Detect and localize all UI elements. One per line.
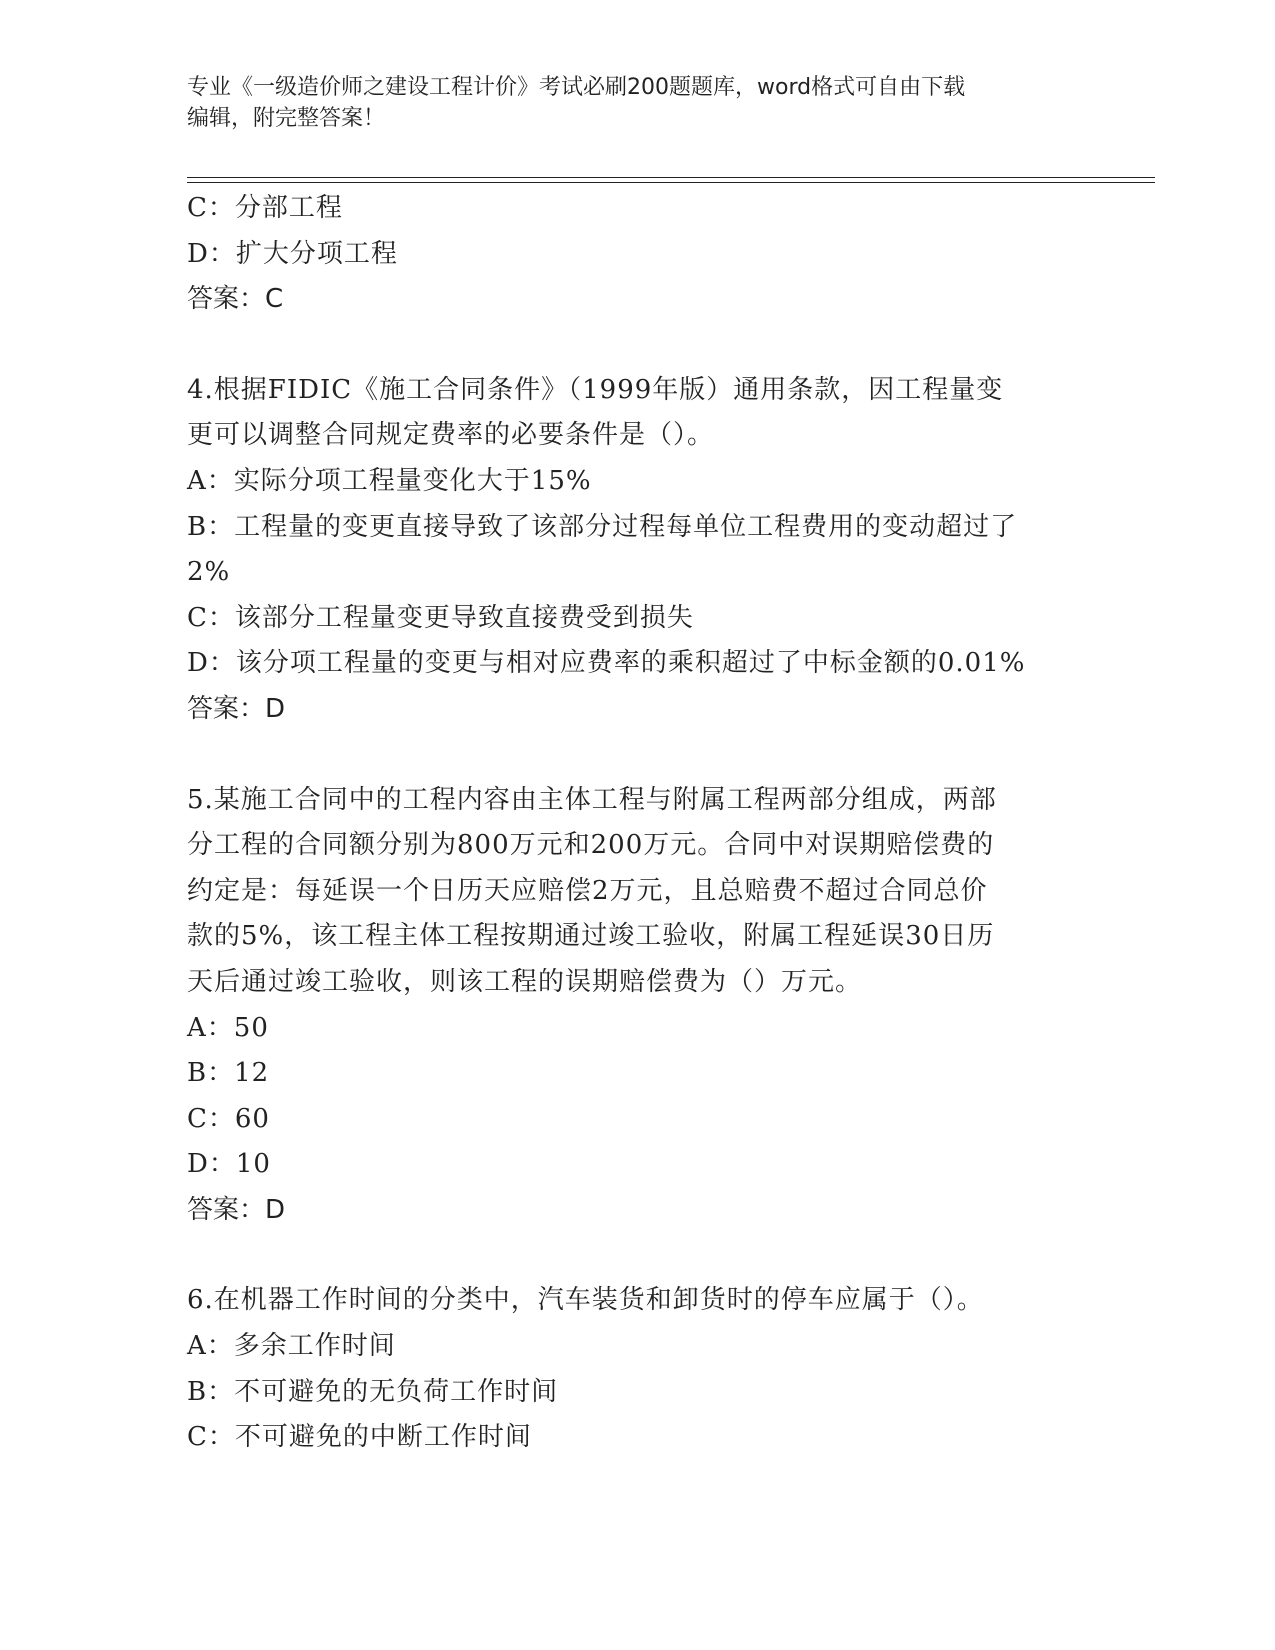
answer: 答案：D — [187, 1194, 286, 1225]
question-stem-line: 4.根据FIDIC《施工合同条件》（1999年版）通用条款，因工程量变 — [187, 374, 1004, 405]
option-d: D：10 — [187, 1149, 271, 1180]
question-5 — [187, 778, 1067, 1234]
question-stem-line: 款的5%，该工程主体工程按期通过竣工验收，附属工程延误30日历 — [187, 921, 995, 952]
header-line-1: 专业《一级造价师之建设工程计价》考试必刷200题题库，word格式可自由下载 — [187, 75, 966, 100]
question-stem-line: 6.在机器工作时间的分类中，汽车装货和卸货时的停车应属于（）。 — [187, 1285, 984, 1316]
answer: 答案：C — [187, 284, 284, 315]
option-a: A：多余工作时间 — [187, 1331, 396, 1362]
header-divider-bottom — [187, 182, 1155, 183]
option-b: B：12 — [187, 1058, 270, 1089]
question-3-tail — [187, 186, 1067, 323]
option-b-continued: 2% — [187, 557, 231, 588]
question-4 — [187, 368, 1067, 733]
option-c: C：60 — [187, 1103, 270, 1134]
option-a: A：实际分项工程量变化大于15% — [187, 465, 592, 496]
option-d: D：扩大分项工程 — [187, 238, 398, 269]
option-b: B：不可避免的无负荷工作时间 — [187, 1376, 559, 1407]
option-b: B：工程量的变更直接导致了该部分过程每单位工程费用的变动超过了 — [187, 511, 1018, 542]
header-divider-top — [187, 177, 1155, 178]
option-c: C：不可避免的中断工作时间 — [187, 1422, 532, 1453]
question-stem-line: 更可以调整合同规定费率的必要条件是（）。 — [187, 420, 715, 451]
question-content — [187, 186, 1067, 1461]
question-stem-line: 5.某施工合同中的工程内容由主体工程与附属工程两部分组成，两部 — [187, 784, 997, 815]
question-stem-line: 约定是：每延误一个日历天应赔偿2万元，且总赔费不超过合同总价 — [187, 875, 988, 906]
option-a: A：50 — [187, 1012, 269, 1043]
page-header — [187, 72, 1077, 134]
question-stem-line: 分工程的合同额分别为800万元和200万元。合同中对误期赔偿费的 — [187, 830, 995, 861]
question-stem-line: 天后通过竣工验收，则该工程的误期赔偿费为（）万元。 — [187, 966, 863, 997]
option-d: D：该分项工程量的变更与相对应费率的乘积超过了中标金额的0.01% — [187, 648, 1026, 679]
header-line-2: 编辑，附完整答案！ — [187, 106, 386, 131]
option-c: C：分部工程 — [187, 193, 343, 223]
option-c: C：该部分工程量变更导致直接费受到损失 — [187, 602, 694, 633]
answer: 答案：D — [187, 693, 286, 724]
question-6 — [187, 1278, 1067, 1460]
